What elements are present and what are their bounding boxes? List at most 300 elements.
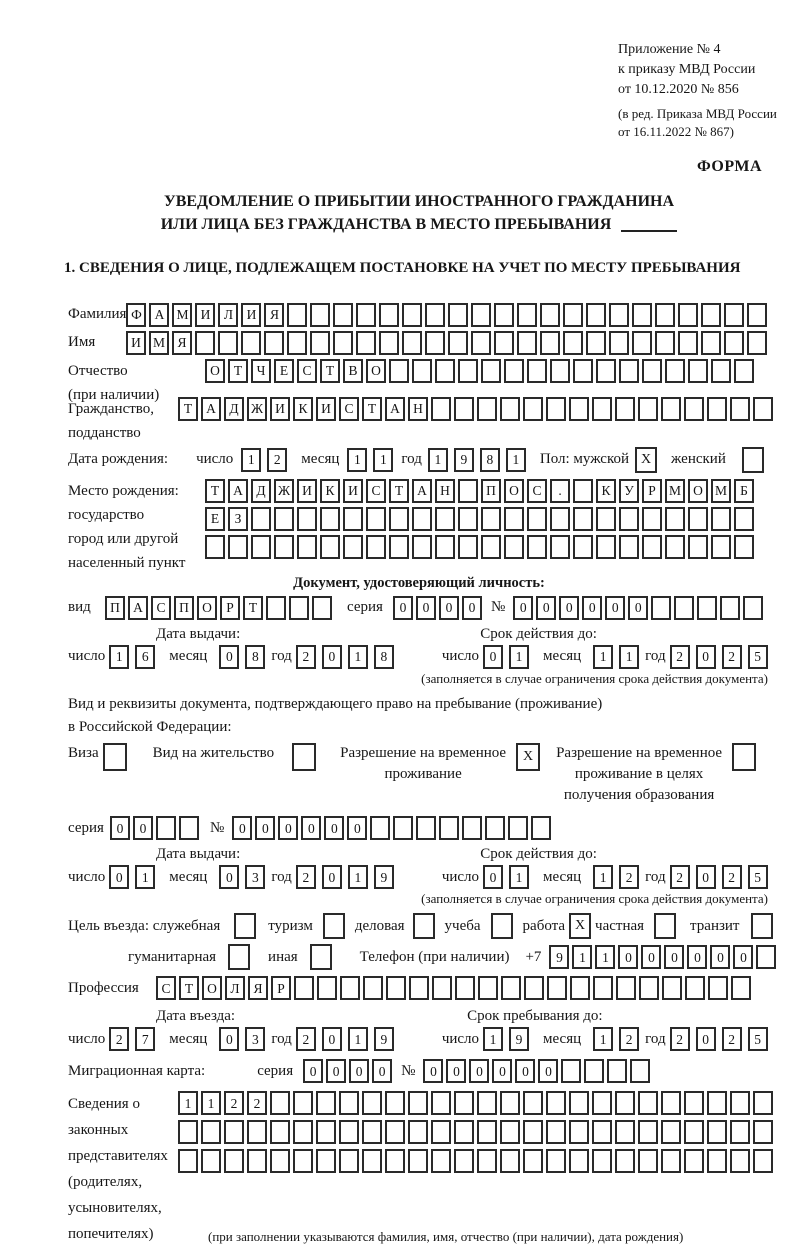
char-cell[interactable] [642,359,662,383]
char-cell[interactable] [477,1091,497,1115]
char-cell[interactable]: 8 [374,645,394,669]
char-cell[interactable]: О [504,479,524,503]
char-cell[interactable] [362,1120,382,1144]
char-cell[interactable]: Т [228,359,248,383]
char-cell[interactable] [454,1091,474,1115]
char-cell[interactable] [340,976,360,1000]
char-cell[interactable]: 2 [247,1091,267,1115]
char-cell[interactable] [412,507,432,531]
char-cell[interactable] [366,535,386,559]
rvp-number-grid[interactable] [232,816,554,840]
checkbox[interactable] [413,913,435,939]
char-cell[interactable] [218,331,238,355]
char-cell[interactable] [316,1120,336,1144]
stay-year-grid[interactable] [670,1027,774,1051]
char-cell[interactable] [508,816,528,840]
char-cell[interactable] [333,331,353,355]
char-cell[interactable]: 0 [349,1059,369,1083]
char-cell[interactable] [448,331,468,355]
char-cell[interactable]: 0 [469,1059,489,1083]
char-cell[interactable] [527,359,547,383]
temp-edu-checkbox[interactable] [732,743,756,771]
char-cell[interactable] [333,303,353,327]
char-cell[interactable]: В [343,359,363,383]
char-cell[interactable]: Ж [247,397,267,421]
char-cell[interactable] [540,331,560,355]
char-cell[interactable] [684,1149,704,1173]
char-cell[interactable] [195,331,215,355]
char-cell[interactable] [156,816,176,840]
char-cell[interactable] [651,596,671,620]
birth-place-row2-grid[interactable] [205,507,757,531]
char-cell[interactable]: 2 [296,865,316,889]
char-cell[interactable] [317,976,337,1000]
char-cell[interactable] [523,1120,543,1144]
char-cell[interactable]: 8 [480,448,500,472]
char-cell[interactable] [569,1091,589,1115]
char-cell[interactable]: 2 [722,865,742,889]
char-cell[interactable] [500,397,520,421]
char-cell[interactable] [408,1091,428,1115]
char-cell[interactable] [665,507,685,531]
char-cell[interactable]: 0 [628,596,648,620]
char-cell[interactable] [504,359,524,383]
char-cell[interactable] [310,331,330,355]
char-cell[interactable]: 0 [219,645,239,669]
char-cell[interactable]: 9 [549,945,569,969]
char-cell[interactable] [270,1149,290,1173]
char-cell[interactable]: Т [320,359,340,383]
char-cell[interactable] [320,535,340,559]
phone-grid[interactable] [549,945,779,969]
birth-year-grid[interactable] [428,448,532,472]
sex-female-checkbox[interactable] [742,447,764,473]
char-cell[interactable] [730,397,750,421]
char-cell[interactable] [684,1091,704,1115]
char-cell[interactable]: 1 [348,1027,368,1051]
char-cell[interactable] [586,331,606,355]
char-cell[interactable] [730,1149,750,1173]
char-cell[interactable] [293,1091,313,1115]
char-cell[interactable] [747,331,767,355]
checkbox[interactable] [732,743,756,771]
char-cell[interactable]: И [270,397,290,421]
birth-month-grid[interactable] [347,448,399,472]
char-cell[interactable] [619,359,639,383]
char-cell[interactable]: 0 [538,1059,558,1083]
purpose-humanitarian-checkbox[interactable] [228,944,250,970]
char-cell[interactable] [665,535,685,559]
char-cell[interactable] [665,359,685,383]
char-cell[interactable] [477,1149,497,1173]
char-cell[interactable]: И [241,303,261,327]
char-cell[interactable] [642,535,662,559]
checkbox[interactable] [751,913,773,939]
char-cell[interactable]: Я [264,303,284,327]
char-cell[interactable] [471,303,491,327]
char-cell[interactable] [615,1149,635,1173]
char-cell[interactable]: 2 [109,1027,129,1051]
char-cell[interactable] [481,535,501,559]
sex-male-checkbox[interactable] [635,447,657,473]
char-cell[interactable] [573,359,593,383]
char-cell[interactable] [661,1091,681,1115]
doc-valid-year-grid[interactable] [670,645,774,669]
char-cell[interactable]: 0 [605,596,625,620]
char-cell[interactable]: 0 [423,1059,443,1083]
char-cell[interactable] [287,303,307,327]
checkbox[interactable] [742,447,764,473]
char-cell[interactable] [747,303,767,327]
char-cell[interactable]: А [412,479,432,503]
char-cell[interactable] [201,1120,221,1144]
char-cell[interactable]: 1 [373,448,393,472]
char-cell[interactable] [584,1059,604,1083]
char-cell[interactable] [435,535,455,559]
char-cell[interactable] [661,397,681,421]
char-cell[interactable] [264,331,284,355]
char-cell[interactable]: Р [271,976,291,1000]
char-cell[interactable] [477,397,497,421]
char-cell[interactable]: 3 [245,1027,265,1051]
char-cell[interactable] [592,397,612,421]
char-cell[interactable]: 2 [296,1027,316,1051]
char-cell[interactable] [563,303,583,327]
doc-issue-year-grid[interactable] [296,645,400,669]
char-cell[interactable] [547,976,567,1000]
char-cell[interactable] [409,976,429,1000]
char-cell[interactable] [569,1149,589,1173]
char-cell[interactable]: 2 [267,448,287,472]
char-cell[interactable] [638,1091,658,1115]
char-cell[interactable]: 2 [722,1027,742,1051]
char-cell[interactable]: Л [225,976,245,1000]
char-cell[interactable]: 0 [483,865,503,889]
char-cell[interactable] [274,535,294,559]
char-cell[interactable] [435,507,455,531]
rvp-valid-year-grid[interactable] [670,865,774,889]
purpose-work-checkbox[interactable] [569,913,591,939]
char-cell[interactable] [642,507,662,531]
char-cell[interactable] [504,507,524,531]
representatives-row1-grid[interactable] [178,1091,776,1115]
checkbox[interactable] [234,913,256,939]
char-cell[interactable] [431,397,451,421]
char-cell[interactable]: Н [435,479,455,503]
char-cell[interactable]: 1 [509,865,529,889]
char-cell[interactable]: 0 [278,816,298,840]
char-cell[interactable] [312,596,332,620]
char-cell[interactable]: 0 [696,865,716,889]
char-cell[interactable] [596,359,616,383]
char-cell[interactable]: 6 [135,645,155,669]
char-cell[interactable] [270,1091,290,1115]
char-cell[interactable] [638,1149,658,1173]
char-cell[interactable] [609,331,629,355]
char-cell[interactable] [615,1120,635,1144]
char-cell[interactable] [569,397,589,421]
char-cell[interactable]: С [527,479,547,503]
char-cell[interactable]: С [156,976,176,1000]
char-cell[interactable]: 0 [324,816,344,840]
char-cell[interactable]: 1 [593,865,613,889]
char-cell[interactable]: 0 [446,1059,466,1083]
char-cell[interactable]: А [385,397,405,421]
birth-place-row3-grid[interactable] [205,535,757,559]
char-cell[interactable] [756,945,776,969]
char-cell[interactable]: 0 [232,816,252,840]
char-cell[interactable] [731,976,751,1000]
char-cell[interactable]: 1 [347,448,367,472]
char-cell[interactable]: И [316,397,336,421]
char-cell[interactable]: 0 [618,945,638,969]
char-cell[interactable] [481,359,501,383]
char-cell[interactable] [385,1149,405,1173]
char-cell[interactable]: 2 [224,1091,244,1115]
char-cell[interactable]: 2 [619,1027,639,1051]
char-cell[interactable]: Т [205,479,225,503]
char-cell[interactable] [724,303,744,327]
char-cell[interactable] [247,1120,267,1144]
name-grid[interactable] [126,331,770,355]
char-cell[interactable] [320,507,340,531]
rvp-issue-year-grid[interactable] [296,865,400,889]
char-cell[interactable]: 0 [110,816,130,840]
char-cell[interactable]: 5 [748,1027,768,1051]
char-cell[interactable] [550,535,570,559]
char-cell[interactable]: М [665,479,685,503]
char-cell[interactable]: Ф [126,303,146,327]
char-cell[interactable] [224,1149,244,1173]
checkbox[interactable] [103,743,127,771]
char-cell[interactable]: 0 [303,1059,323,1083]
char-cell[interactable] [661,1120,681,1144]
char-cell[interactable] [485,816,505,840]
char-cell[interactable] [201,1149,221,1173]
rvp-valid-month-grid[interactable] [593,865,645,889]
checkbox[interactable] [323,913,345,939]
char-cell[interactable]: И [195,303,215,327]
char-cell[interactable]: 2 [722,645,742,669]
char-cell[interactable]: 0 [483,645,503,669]
char-cell[interactable] [573,507,593,531]
char-cell[interactable] [293,1149,313,1173]
char-cell[interactable] [662,976,682,1000]
doc-valid-day-grid[interactable] [483,645,535,669]
char-cell[interactable] [707,397,727,421]
char-cell[interactable]: 0 [513,596,533,620]
char-cell[interactable]: 0 [301,816,321,840]
char-cell[interactable]: 5 [748,645,768,669]
entry-day-grid[interactable] [109,1027,161,1051]
char-cell[interactable]: К [293,397,313,421]
char-cell[interactable] [455,976,475,1000]
char-cell[interactable] [454,1149,474,1173]
char-cell[interactable]: 1 [619,645,639,669]
visa-checkbox[interactable] [103,743,127,771]
char-cell[interactable] [385,1091,405,1115]
char-cell[interactable]: З [228,507,248,531]
char-cell[interactable]: Т [243,596,263,620]
rvp-issue-month-grid[interactable] [219,865,271,889]
char-cell[interactable] [724,331,744,355]
char-cell[interactable] [494,331,514,355]
char-cell[interactable]: 0 [109,865,129,889]
char-cell[interactable]: 2 [296,645,316,669]
char-cell[interactable]: О [197,596,217,620]
char-cell[interactable]: 9 [454,448,474,472]
char-cell[interactable] [593,976,613,1000]
char-cell[interactable]: О [205,359,225,383]
char-cell[interactable] [448,303,468,327]
char-cell[interactable]: Ч [251,359,271,383]
char-cell[interactable]: 7 [135,1027,155,1051]
char-cell[interactable] [251,535,271,559]
char-cell[interactable] [678,303,698,327]
char-cell[interactable] [356,331,376,355]
doc-kind-grid[interactable] [105,596,335,620]
char-cell[interactable]: 0 [641,945,661,969]
char-cell[interactable] [734,535,754,559]
char-cell[interactable] [481,507,501,531]
birth-day-grid[interactable] [241,448,293,472]
char-cell[interactable] [743,596,763,620]
char-cell[interactable] [730,1120,750,1144]
mig-series-grid[interactable] [303,1059,395,1083]
char-cell[interactable]: Т [362,397,382,421]
doc-issue-day-grid[interactable] [109,645,161,669]
char-cell[interactable] [688,535,708,559]
char-cell[interactable]: 1 [428,448,448,472]
char-cell[interactable]: О [366,359,386,383]
stay-month-grid[interactable] [593,1027,645,1051]
char-cell[interactable]: 9 [374,1027,394,1051]
birth-place-row1-grid[interactable] [205,479,757,503]
char-cell[interactable] [592,1120,612,1144]
char-cell[interactable] [596,507,616,531]
char-cell[interactable] [596,535,616,559]
char-cell[interactable] [425,303,445,327]
char-cell[interactable] [432,976,452,1000]
char-cell[interactable]: 5 [748,865,768,889]
char-cell[interactable] [477,1120,497,1144]
char-cell[interactable]: 1 [109,645,129,669]
char-cell[interactable] [370,816,390,840]
doc-valid-month-grid[interactable] [593,645,645,669]
char-cell[interactable]: П [105,596,125,620]
char-cell[interactable] [674,596,694,620]
char-cell[interactable]: Т [179,976,199,1000]
char-cell[interactable]: П [174,596,194,620]
checkbox[interactable]: X [569,913,591,939]
residence-permit-checkbox[interactable] [292,743,316,771]
char-cell[interactable]: 0 [687,945,707,969]
char-cell[interactable] [711,535,731,559]
char-cell[interactable] [501,976,521,1000]
char-cell[interactable] [527,535,547,559]
char-cell[interactable]: С [297,359,317,383]
char-cell[interactable]: М [172,303,192,327]
char-cell[interactable] [569,1120,589,1144]
char-cell[interactable] [524,976,544,1000]
char-cell[interactable] [639,976,659,1000]
char-cell[interactable] [266,596,286,620]
char-cell[interactable]: 1 [593,645,613,669]
char-cell[interactable]: О [688,479,708,503]
char-cell[interactable]: Т [178,397,198,421]
purpose-study-checkbox[interactable] [491,913,513,939]
char-cell[interactable]: А [228,479,248,503]
char-cell[interactable] [688,359,708,383]
char-cell[interactable] [458,359,478,383]
char-cell[interactable] [343,507,363,531]
rvp-series-grid[interactable] [110,816,202,840]
char-cell[interactable] [632,331,652,355]
char-cell[interactable] [609,303,629,327]
char-cell[interactable] [734,359,754,383]
char-cell[interactable] [389,359,409,383]
char-cell[interactable] [563,331,583,355]
char-cell[interactable]: 0 [133,816,153,840]
char-cell[interactable]: 1 [483,1027,503,1051]
char-cell[interactable]: Д [224,397,244,421]
char-cell[interactable] [494,303,514,327]
char-cell[interactable]: 9 [374,865,394,889]
char-cell[interactable] [678,331,698,355]
char-cell[interactable] [439,816,459,840]
char-cell[interactable] [402,303,422,327]
char-cell[interactable]: О [202,976,222,1000]
char-cell[interactable]: 3 [245,865,265,889]
char-cell[interactable] [408,1149,428,1173]
surname-grid[interactable] [126,303,770,327]
char-cell[interactable] [247,1149,267,1173]
citizenship-grid[interactable] [178,397,776,421]
char-cell[interactable]: 1 [572,945,592,969]
char-cell[interactable]: М [149,331,169,355]
char-cell[interactable] [527,507,547,531]
char-cell[interactable] [356,303,376,327]
char-cell[interactable] [661,1149,681,1173]
char-cell[interactable] [753,1120,773,1144]
char-cell[interactable] [362,1149,382,1173]
mig-number-grid[interactable] [423,1059,653,1083]
char-cell[interactable] [523,1149,543,1173]
char-cell[interactable]: 0 [347,816,367,840]
char-cell[interactable]: 2 [670,865,690,889]
char-cell[interactable] [270,1120,290,1144]
char-cell[interactable] [500,1091,520,1115]
char-cell[interactable] [431,1149,451,1173]
char-cell[interactable] [546,1120,566,1144]
char-cell[interactable]: Е [205,507,225,531]
char-cell[interactable] [385,1120,405,1144]
char-cell[interactable] [205,535,225,559]
char-cell[interactable]: С [151,596,171,620]
entry-month-grid[interactable] [219,1027,271,1051]
doc-number-grid[interactable] [513,596,766,620]
char-cell[interactable] [684,397,704,421]
char-cell[interactable]: 9 [509,1027,529,1051]
char-cell[interactable] [655,331,675,355]
char-cell[interactable]: Н [408,397,428,421]
char-cell[interactable]: С [339,397,359,421]
char-cell[interactable]: 1 [593,1027,613,1051]
char-cell[interactable] [386,976,406,1000]
char-cell[interactable] [228,535,248,559]
char-cell[interactable] [632,303,652,327]
temp-residence-checkbox[interactable] [516,743,540,771]
